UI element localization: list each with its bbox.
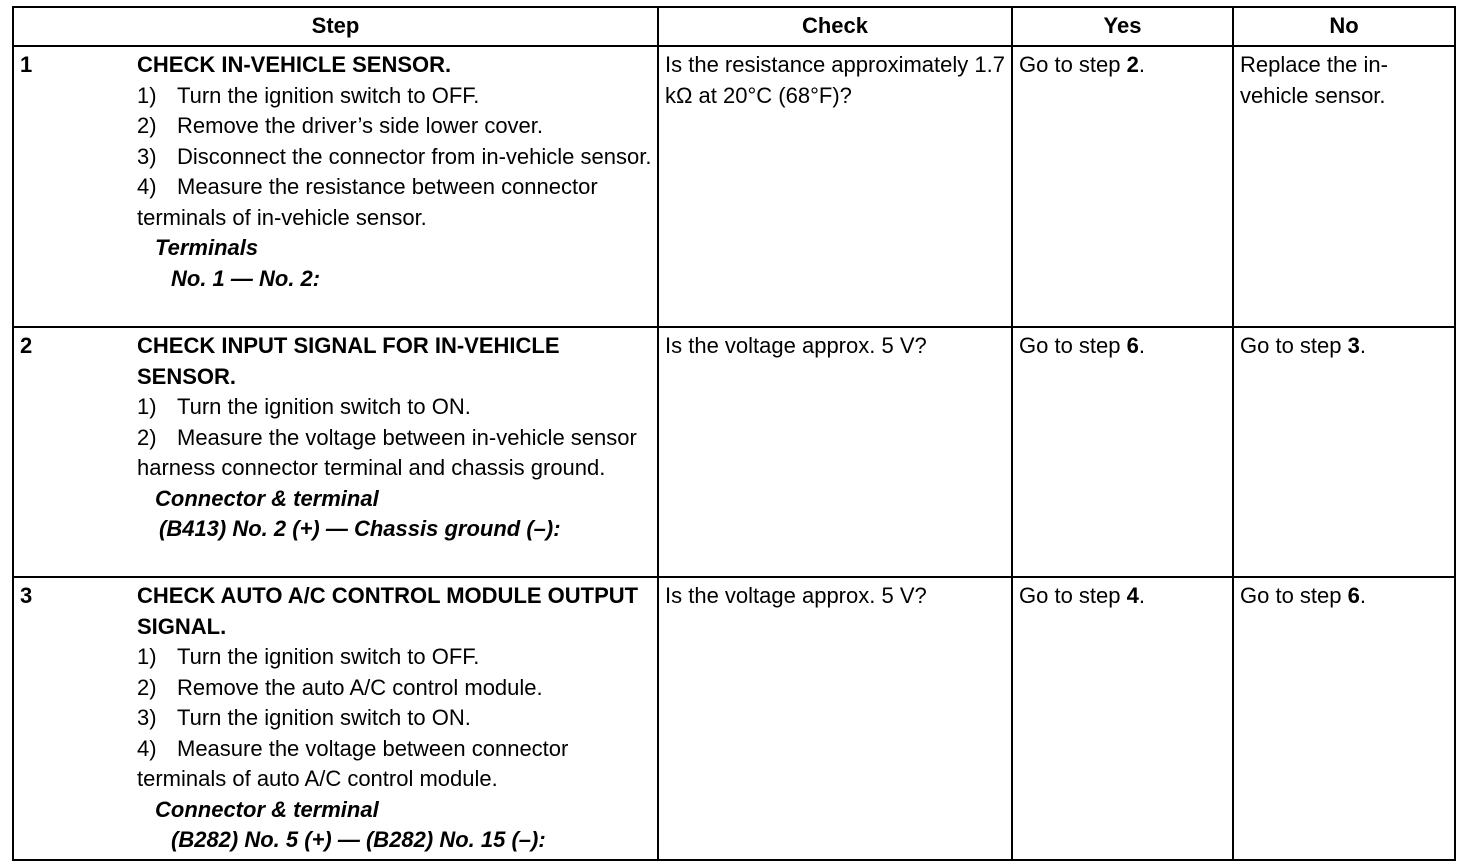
spec-value: (B413) No. 2 (+) — Chassis ground (–): xyxy=(159,516,561,541)
table-row xyxy=(13,46,1455,327)
header-check: Check xyxy=(658,7,1012,46)
step-title: CHECK AUTO A/C CONTROL MODULE OUTPUT SIGNAL. xyxy=(137,583,639,639)
step-number: 3 xyxy=(13,577,131,860)
no-action: Replace the in-vehicle sensor. xyxy=(1233,46,1455,327)
substep: 2) Remove the driver’s side lower cover. xyxy=(137,113,544,138)
yes-action: Go to step 4. xyxy=(1012,577,1233,860)
step-title: CHECK INPUT SIGNAL FOR IN-VEHICLE SENSOR. xyxy=(137,333,560,389)
step-instructions xyxy=(131,46,658,327)
diagnostic-table xyxy=(12,6,1456,861)
check-question: Is the resistance approximately 1.7 kΩ at 20°C (68°F)? xyxy=(658,46,1012,327)
spec-label: Connector & terminal xyxy=(155,485,379,511)
header-no: No xyxy=(1233,7,1455,46)
check-question: Is the voltage approx. 5 V? xyxy=(658,327,1012,577)
substep: 3) Turn the ignition switch to ON. xyxy=(137,705,471,730)
step-instructions xyxy=(131,577,658,860)
header-step: Step xyxy=(13,7,658,46)
step-number: 2 xyxy=(13,327,131,577)
step-number: 1 xyxy=(13,46,131,327)
substep: 4) Measure the voltage between connector terminals of auto A/C control module. xyxy=(137,735,569,791)
header-row xyxy=(13,7,1455,46)
substep: 3) Disconnect the connector from in-vehicle sensor. xyxy=(137,143,652,169)
substep: 1) Turn the ignition switch to OFF. xyxy=(137,82,480,108)
yes-action: Go to step 6. xyxy=(1012,327,1233,577)
substep: 2) Measure the voltage between in-vehicle sensor harness connector terminal and chassis ground. xyxy=(137,424,637,480)
substep: 1) Turn the ignition switch to OFF. xyxy=(137,644,480,669)
step-title: CHECK IN-VEHICLE SENSOR. xyxy=(137,52,452,77)
table-row xyxy=(13,577,1455,860)
spec-value: No. 1 — No. 2: xyxy=(171,265,321,291)
substep: 1) Turn the ignition switch to ON. xyxy=(137,394,471,419)
yes-action: Go to step 2. xyxy=(1012,46,1233,327)
header-yes: Yes xyxy=(1012,7,1233,46)
table-row xyxy=(13,327,1455,577)
no-action: Go to step 3. xyxy=(1233,327,1455,577)
no-action: Go to step 6. xyxy=(1233,577,1455,860)
spec-label: Terminals xyxy=(155,235,259,260)
substep: 2) Remove the auto A/C control module. xyxy=(137,674,543,700)
step-instructions xyxy=(131,327,658,577)
check-question: Is the voltage approx. 5 V? xyxy=(658,577,1012,860)
substep: 4) Measure the resistance between connector terminals of in-vehicle sensor. xyxy=(137,174,598,230)
spec-value: (B282) No. 5 (+) — (B282) No. 15 (–): xyxy=(171,827,546,852)
spec-label: Connector & terminal xyxy=(155,796,379,822)
